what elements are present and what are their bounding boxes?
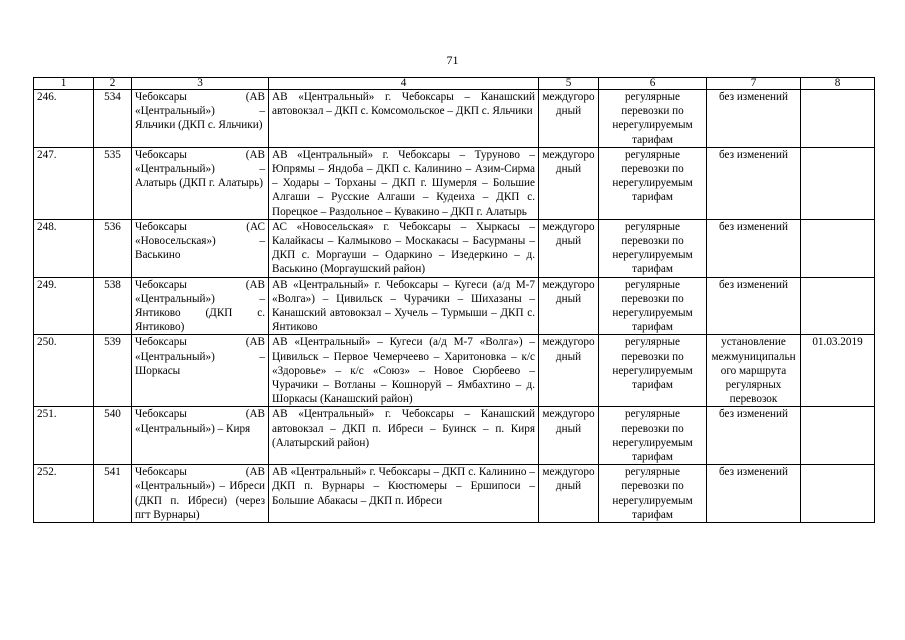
- route-name: Чебоксары (АВ «Центральный») – Ибреси (ДКП п. Ибреси) (через пгт Вурнары): [132, 465, 269, 523]
- change-status: без изменений: [707, 90, 801, 148]
- route-path: АВ «Центральный» г. Чебоксары – Туруново – Юпрямы – Яндоба – ДКП с. Калинино – Азим-Сирма – Ходары – Торханы – ДКП г. Шумерля – Большие Алгаши – Русские Алгаши – Кудеиха – ДКП с. Порецкое – Раздольное – Кувакино – ДКП г. Алатырь: [269, 147, 539, 219]
- change-status: без изменений: [707, 277, 801, 335]
- table-row: [34, 335, 875, 407]
- route-path: АВ «Центральный» г. Чебоксары – Канашский автовокзал – ДКП с. Комсомольское – ДКП с. Яльчики: [269, 90, 539, 148]
- route-number: 539: [94, 335, 132, 407]
- route-number: 534: [94, 90, 132, 148]
- row-number: 248.: [34, 219, 94, 277]
- change-date: [801, 90, 875, 148]
- row-number: 252.: [34, 465, 94, 523]
- page-number: 71: [446, 53, 459, 67]
- table-row: [34, 465, 875, 523]
- change-status: без изменений: [707, 219, 801, 277]
- column-header: 2: [94, 78, 132, 90]
- column-header: 6: [599, 78, 707, 90]
- route-number: 538: [94, 277, 132, 335]
- row-number: 250.: [34, 335, 94, 407]
- route-type: междугородный: [539, 219, 599, 277]
- table-row: [34, 219, 875, 277]
- change-status: установление межмуниципального маршрута регулярных перевозок: [707, 335, 801, 407]
- row-number: 249.: [34, 277, 94, 335]
- route-name: Чебоксары (АВ «Центральный») – Яльчики (ДКП с. Яльчики): [132, 90, 269, 148]
- route-path: АВ «Центральный» г. Чебоксары – ДКП с. Калинино – ДКП п. Вурнары – Кюстюмеры – Ершипоси – Большие Абакасы – ДКП п. Ибреси: [269, 465, 539, 523]
- route-number: 540: [94, 407, 132, 465]
- row-number: 246.: [34, 90, 94, 148]
- column-header: 7: [707, 78, 801, 90]
- column-header: 1: [34, 78, 94, 90]
- header-row: [34, 78, 875, 90]
- route-path: АВ «Центральный» – Кугеси (а/д М-7 «Волга») – Цивильск – Первое Чемерчеево – Харитоновка – к/с «Здоровье» – к/с «Союз» – Новое Сюрбеево – Чурачики – Вотланы – Кошноруй – Ямбахтино – д. Шоркасы (Канашский район): [269, 335, 539, 407]
- table-row: [34, 90, 875, 148]
- route-type: междугородный: [539, 335, 599, 407]
- route-number: 536: [94, 219, 132, 277]
- change-status: без изменений: [707, 465, 801, 523]
- change-date: 01.03.2019: [801, 335, 875, 407]
- route-name: Чебоксары (АС «Новосельская») – Васькино: [132, 219, 269, 277]
- table-row: [34, 407, 875, 465]
- route-type: междугородный: [539, 90, 599, 148]
- table-row: [34, 147, 875, 219]
- row-number: 247.: [34, 147, 94, 219]
- route-name: Чебоксары (АВ «Центральный») – Шоркасы: [132, 335, 269, 407]
- transport-kind: регулярные перевозки по нерегулируемым тарифам: [599, 335, 707, 407]
- route-path: АВ «Центральный» г. Чебоксары – Канашский автовокзал – ДКП п. Ибреси – Буинск – п. Киря (Алатырский район): [269, 407, 539, 465]
- route-name: Чебоксары (АВ «Центральный») – Янтиково (ДКП с. Янтиково): [132, 277, 269, 335]
- column-header: 5: [539, 78, 599, 90]
- route-path: АС «Новосельская» г. Чебоксары – Хыркасы – Калайкасы – Калмыково – Москакасы – Басурманы – ДКП с. Моргауши – Одаркино – Изедеркино – д. Васькино (Моргаушский район): [269, 219, 539, 277]
- transport-kind: регулярные перевозки по нерегулируемым тарифам: [599, 147, 707, 219]
- table-row: [34, 277, 875, 335]
- transport-kind: регулярные перевозки по нерегулируемым тарифам: [599, 407, 707, 465]
- route-type: междугородный: [539, 277, 599, 335]
- transport-kind: регулярные перевозки по нерегулируемым тарифам: [599, 90, 707, 148]
- route-path: АВ «Центральный» г. Чебоксары – Кугеси (а/д М-7 «Волга») – Цивильск – Чурачики – Шихазаны – Канашский автовокзал – Хучель – Турмыши – ДКП с. Янтиково: [269, 277, 539, 335]
- column-header: 3: [132, 78, 269, 90]
- change-date: [801, 147, 875, 219]
- change-status: без изменений: [707, 407, 801, 465]
- change-date: [801, 465, 875, 523]
- route-number: 541: [94, 465, 132, 523]
- column-header: 8: [801, 78, 875, 90]
- route-name: Чебоксары (АВ «Центральный») – Киря: [132, 407, 269, 465]
- transport-kind: регулярные перевозки по нерегулируемым тарифам: [599, 219, 707, 277]
- transport-kind: регулярные перевозки по нерегулируемым тарифам: [599, 277, 707, 335]
- change-date: [801, 407, 875, 465]
- route-type: междугородный: [539, 407, 599, 465]
- route-type: междугородный: [539, 465, 599, 523]
- row-number: 251.: [34, 407, 94, 465]
- change-date: [801, 219, 875, 277]
- route-type: междугородный: [539, 147, 599, 219]
- column-header: 4: [269, 78, 539, 90]
- route-number: 535: [94, 147, 132, 219]
- route-name: Чебоксары (АВ «Центральный») – Алатырь (ДКП г. Алатырь): [132, 147, 269, 219]
- change-status: без изменений: [707, 147, 801, 219]
- change-date: [801, 277, 875, 335]
- routes-table: [33, 77, 875, 523]
- transport-kind: регулярные перевозки по нерегулируемым тарифам: [599, 465, 707, 523]
